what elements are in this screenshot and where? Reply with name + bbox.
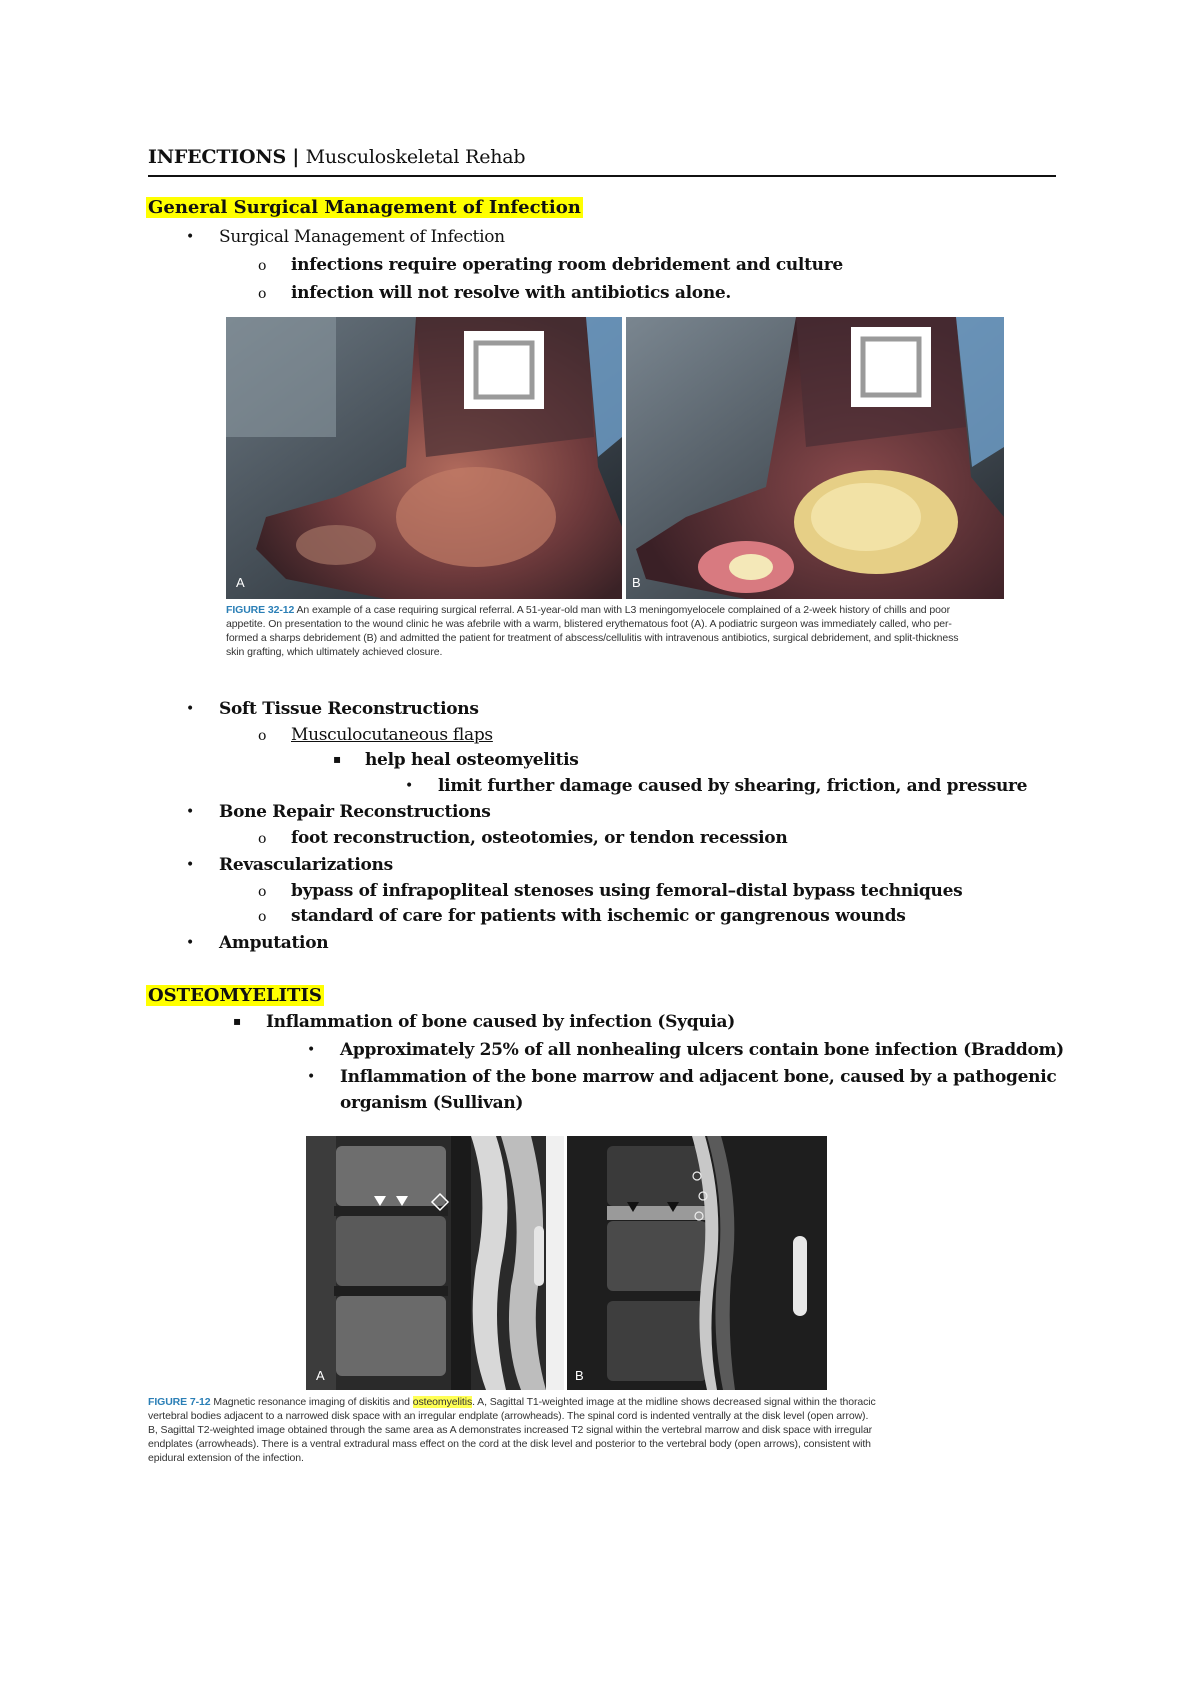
caption-line: epidural extension of the infection. (148, 1452, 304, 1464)
bullet-circle-icon: o (258, 909, 267, 925)
bullet-square-icon: ▪ (233, 1014, 242, 1028)
bullet-disc-icon: • (186, 229, 195, 245)
bullet-square-icon: ▪ (333, 752, 342, 766)
caption-line (148, 1395, 1048, 1409)
foot-photo-a (226, 317, 622, 599)
caption-line: formed a sharps debridement (B) and admitted the patient for treatment of abscess/cellulitis with intravenous antibiotics, surgical debridement, and split-thickness (226, 632, 959, 644)
figure-caption-32-12 (226, 603, 1046, 659)
mri-image-b (567, 1136, 827, 1390)
mri-label-a: A (316, 1368, 325, 1383)
section-heading-surgical (146, 197, 583, 218)
mri-image-a (306, 1136, 564, 1390)
highlighted-term: osteomyelitis (412, 1396, 473, 1408)
list-item: limit further damage caused by shearing, friction, and pressure (438, 776, 1028, 796)
foot-photo-b (626, 317, 1004, 599)
photo-label-b: B (632, 575, 641, 590)
list-item: Revascularizations (219, 855, 393, 875)
bullet-disc-icon: • (307, 1042, 316, 1058)
bullet-disc-icon: • (307, 1069, 316, 1085)
photo-label-a: A (236, 575, 245, 590)
list-item-continuation: organism (Sullivan) (340, 1093, 524, 1113)
list-item: infections require operating room debridement and culture (291, 255, 843, 275)
caption-line: endplates (arrowheads). There is a ventral extradural mass effect on the cord at the disk level and posterior to the vertebral body (open arrows), consistent with (148, 1438, 871, 1450)
list-item: Musculocutaneous flaps (291, 725, 493, 745)
caption-line (226, 603, 1046, 617)
caption-text: . A, Sagittal T1-weighted image at the midline shows decreased signal within the thoracic (472, 1396, 876, 1408)
list-item: Amputation (219, 933, 329, 953)
title-main: INFECTIONS | (148, 146, 306, 168)
list-item: help heal osteomyelitis (365, 750, 579, 770)
caption-line: B, Sagittal T2-weighted image obtained through the same area as A demonstrates increased T2 signal within the vertebral marrow and disk space with irregular (148, 1424, 873, 1436)
bullet-disc-icon: • (405, 778, 414, 794)
figure-number: FIGURE 7-12 (148, 1396, 211, 1408)
bullet-circle-icon: o (258, 286, 267, 302)
bullet-disc-icon: • (186, 857, 195, 873)
caption-text: An example of a case requiring surgical referral. A 51-year-old man with L3 meningomyelocele complained of a 2-week history of chills and poor (296, 604, 950, 616)
caption-line: appetite. On presentation to the wound clinic he was afebrile with a warm, blistered erythematous foot (A). A podiatric surgeon was immediately called, who per- (226, 618, 952, 630)
figure-caption-7-12 (148, 1395, 1048, 1465)
list-item: Bone Repair Reconstructions (219, 802, 491, 822)
list-item: bypass of infrapopliteal stenoses using femoral–distal bypass techniques (291, 881, 963, 901)
list-item: Inflammation of bone caused by infection (Syquia) (266, 1012, 735, 1032)
caption-text: Magnetic resonance imaging of diskitis and (213, 1396, 410, 1408)
list-item: Approximately 25% of all nonhealing ulcers contain bone infection (Braddom) (340, 1040, 1064, 1060)
list-item: Inflammation of the bone marrow and adjacent bone, caused by a pathogenic (340, 1067, 1057, 1087)
list-item: Surgical Management of Infection (219, 227, 505, 247)
mri-label-b: B (575, 1368, 584, 1383)
bullet-circle-icon: o (258, 258, 267, 274)
list-item: standard of care for patients with ischemic or gangrenous wounds (291, 906, 906, 926)
bullet-disc-icon: • (186, 804, 195, 820)
bullet-disc-icon: • (186, 701, 195, 717)
list-item: foot reconstruction, osteotomies, or tendon recession (291, 828, 788, 848)
bullet-circle-icon: o (258, 728, 267, 744)
title-subtitle: Musculoskeletal Rehab (305, 146, 526, 168)
list-item: infection will not resolve with antibiotics alone. (291, 283, 732, 303)
figure-number: FIGURE 32-12 (226, 604, 295, 616)
list-item: Soft Tissue Reconstructions (219, 699, 479, 719)
bullet-disc-icon: • (186, 935, 195, 951)
mri-image-b-icon (567, 1136, 827, 1390)
bullet-circle-icon: o (258, 831, 267, 847)
foot-photo-a-icon (226, 317, 622, 599)
caption-line: vertebral bodies adjacent to a narrowed disk space with an irregular endplate (arrowheads). The spinal cord is indented ventrally at the disk level (open arrow). (148, 1410, 869, 1422)
mri-image-a-icon (306, 1136, 564, 1390)
page-title (148, 146, 525, 168)
foot-photo-b-icon (626, 317, 1004, 599)
caption-line: skin grafting, which ultimately achieved closure. (226, 646, 443, 658)
section-heading-text: General Surgical Management of Infection (148, 197, 581, 218)
section-heading-text: OSTEOMYELITIS (148, 985, 322, 1006)
title-underline (148, 175, 1056, 177)
section-heading-osteomyelitis (146, 985, 324, 1006)
bullet-circle-icon: o (258, 884, 267, 900)
